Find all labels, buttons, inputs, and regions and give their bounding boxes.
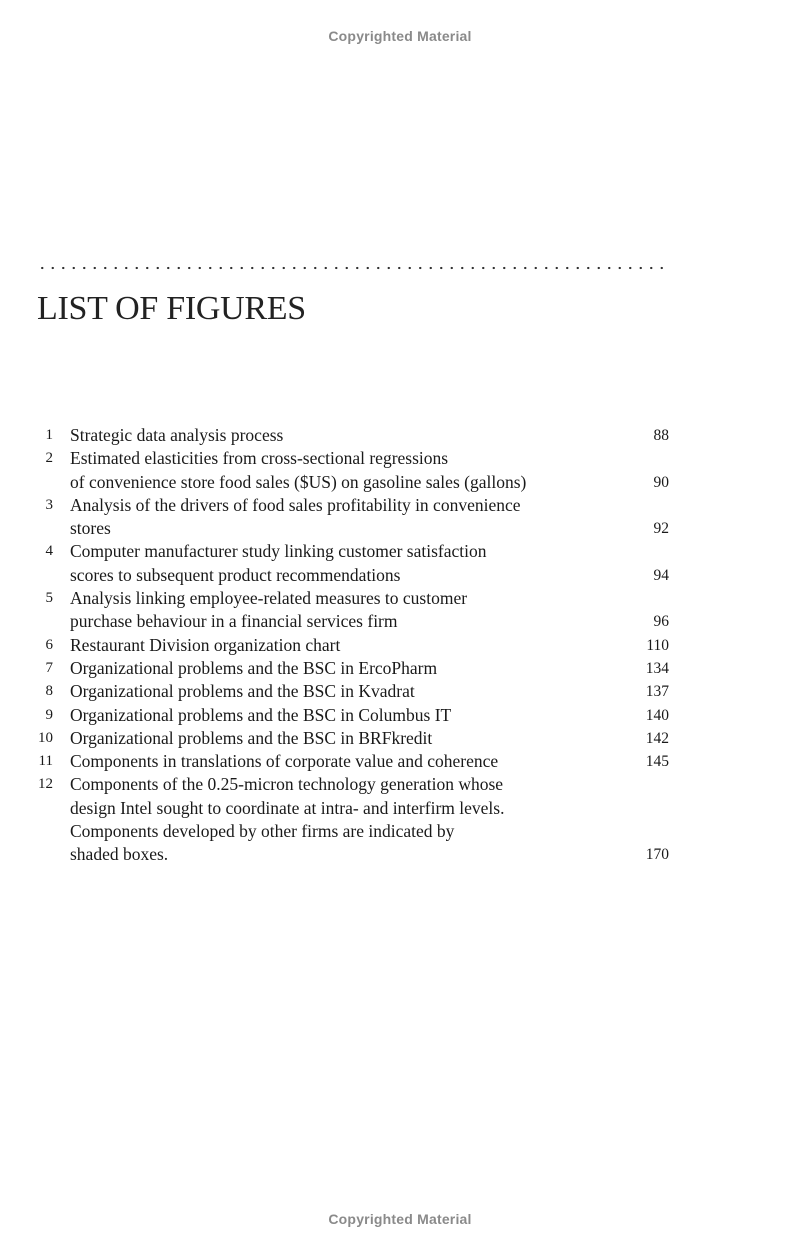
figure-entry-line (0, 843, 800, 866)
figure-number: 6 (45, 636, 53, 653)
figure-entry (0, 750, 800, 773)
figure-number: 11 (38, 753, 53, 770)
figure-page-number: 94 (653, 566, 669, 584)
figure-entry-line (0, 494, 800, 517)
figure-entry (0, 727, 800, 750)
figure-entry-line (0, 587, 800, 610)
figure-page-number: 145 (645, 753, 669, 771)
figure-page-number: 140 (645, 706, 669, 724)
figure-entry (0, 680, 800, 703)
figure-caption: Organizational problems and the BSC in Kvadrat (70, 681, 415, 702)
figure-caption: Analysis linking employee-related measures to customer (70, 588, 468, 609)
figure-number: 2 (45, 450, 53, 467)
copyright-watermark-bottom: Copyrighted Material (328, 1211, 472, 1227)
figure-caption: of convenience store food sales ($US) on gasoline sales (gallons) (70, 471, 527, 492)
figure-caption: Components developed by other firms are indicated by (70, 821, 455, 842)
figure-entry (0, 587, 800, 634)
page-title: LIST OF FIGURES (37, 290, 306, 327)
figure-number: 9 (45, 706, 53, 723)
figure-entry (0, 704, 800, 727)
figure-page-number: 90 (653, 473, 669, 491)
figure-entry-line (0, 773, 800, 796)
figure-entry-line (0, 424, 800, 447)
figure-number: 12 (38, 776, 53, 793)
figure-caption: Organizational problems and the BSC in ErcoPharm (70, 657, 438, 678)
figure-entry-line (0, 797, 800, 820)
figure-caption: Computer manufacturer study linking customer satisfaction (70, 541, 487, 562)
figure-entry-line (0, 447, 800, 470)
figure-caption: scores to subsequent product recommendations (70, 564, 401, 585)
figure-caption: Estimated elasticities from cross-sectional regressions (70, 448, 449, 469)
figure-number: 3 (45, 496, 53, 513)
figure-caption: Components in translations of corporate value and coherence (70, 751, 499, 772)
figure-number: 10 (38, 729, 53, 746)
figure-page-number: 96 (653, 613, 669, 631)
figure-number: 4 (45, 543, 53, 560)
figure-caption: Analysis of the drivers of food sales profitability in convenience (70, 494, 521, 515)
figure-entry (0, 657, 800, 680)
figure-entry (0, 773, 800, 866)
figure-entry-line (0, 750, 800, 773)
dotted-rule (37, 266, 667, 270)
figure-entry (0, 447, 800, 494)
figure-caption: purchase behaviour in a financial services firm (70, 611, 398, 632)
figure-number: 7 (45, 659, 53, 676)
figure-page-number: 88 (653, 427, 669, 444)
figure-caption: Organizational problems and the BSC in BRFkredit (70, 727, 433, 748)
figure-entry (0, 494, 800, 541)
figure-entry-line (0, 540, 800, 563)
figure-page-number: 110 (646, 636, 669, 654)
figure-entry-line (0, 820, 800, 843)
figure-caption: Components of the 0.25-micron technology generation whose (70, 774, 504, 795)
figure-entry-line (0, 517, 800, 540)
figure-caption: shaded boxes. (70, 844, 169, 865)
figure-entry-line (0, 564, 800, 587)
figure-caption: Restaurant Division organization chart (70, 634, 341, 655)
figure-page-number: 137 (645, 683, 669, 701)
figure-entry-line (0, 471, 800, 494)
figure-entry (0, 540, 800, 587)
figure-caption: stores (70, 518, 111, 539)
figure-entry-line (0, 704, 800, 727)
figure-number: 5 (45, 590, 53, 607)
figure-page-number: 134 (645, 659, 669, 677)
figure-entry-line (0, 610, 800, 633)
figure-page-number: 142 (645, 729, 669, 747)
figure-entry (0, 634, 800, 657)
figures-list (0, 424, 800, 867)
figure-caption: Strategic data analysis process (70, 425, 284, 445)
figure-page-number: 170 (645, 846, 669, 864)
figure-entry-line (0, 680, 800, 703)
figure-entry (0, 424, 800, 447)
figure-entry-line (0, 634, 800, 657)
figure-caption: design Intel sought to coordinate at intra- and interfirm levels. (70, 797, 505, 818)
figure-number: 8 (45, 683, 53, 700)
figure-number: 1 (45, 427, 53, 443)
copyright-watermark-top: Copyrighted Material (328, 28, 472, 44)
figure-page-number: 92 (653, 520, 669, 538)
figure-entry-line (0, 727, 800, 750)
figure-entry-line (0, 657, 800, 680)
figure-caption: Organizational problems and the BSC in Columbus IT (70, 704, 452, 725)
